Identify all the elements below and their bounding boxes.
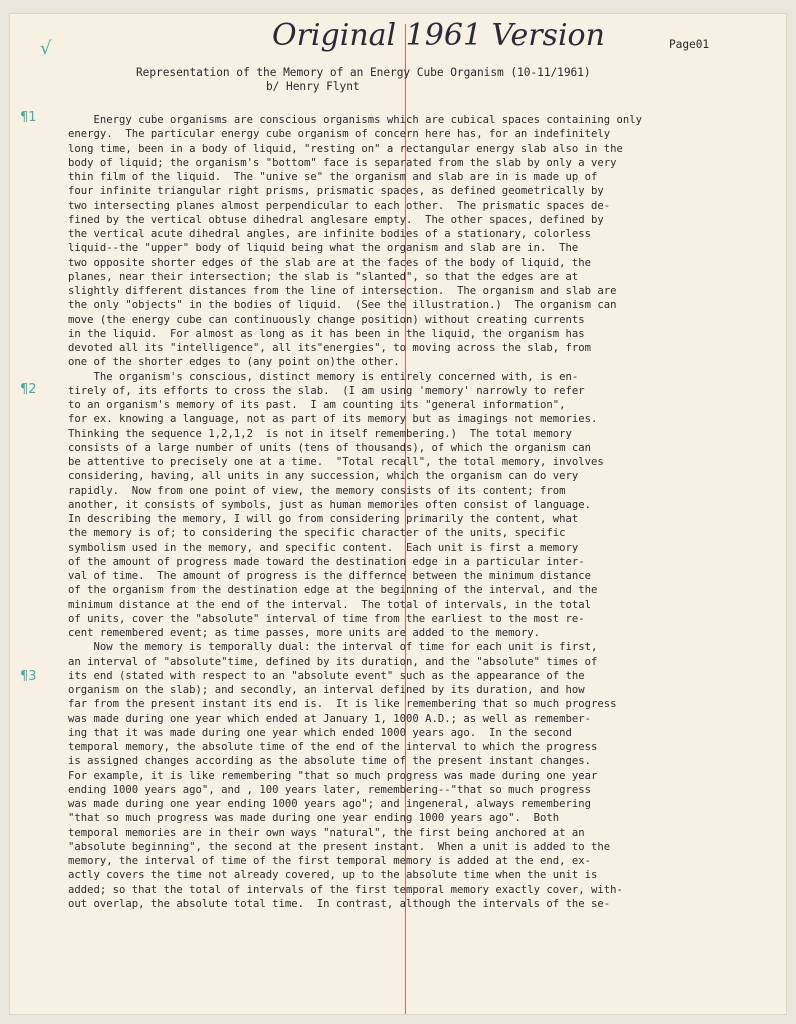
text-line: minimum distance at the end of the interval. The total of intervals, in the total [68,598,591,611]
text-line: another, it consists of symbols, just as human memories often consist of language. [68,498,591,511]
text-line: slightly different distances from the line of intersection. The organism and slab are [68,285,617,297]
text-line: ending 1000 years ago", and , 100 years later, remembering--"that so much progress [68,783,591,796]
text-line: the vertical acute dihedral angles, are infinite bodies of a stationary, colorless [68,228,591,240]
text-line: body of liquid; the organism's "bottom" face is separated from the slab by only a very [68,156,617,169]
text-line: one of the shorter edges to (any point on)the other. [68,356,400,369]
page-number: Page01 [669,38,710,51]
text-line: in the liquid. For almost as long as it has been in the liquid, the organism has [68,327,585,340]
text-line: of the amount of progress made toward the destination edge in a particular inter- [68,555,585,568]
text-line: far from the present instant its end is. It is like remembering that so much progress [68,698,617,711]
text-line: Thinking the sequence 1,2,1,2 is not in itself remembering.) The total memory [68,427,572,440]
text-line: four infinite triangular right prisms, prismatic spaces, as defined geometrically by [68,185,604,198]
text-line: two opposite shorter edges of the slab are at the faces of the body of liquid, the [68,256,591,269]
text-line: val of time. The amount of progress is the differnce between the minimum distance [68,570,591,582]
text-line: actly covers the time not already covered, up to the absolute time when the unit is [68,869,598,882]
text-line: Now the memory is temporally dual: the interval of time for each unit is first, [68,641,598,654]
text-line: an interval of "absolute"time, defined by its duration, and the "absolute" times of [68,655,598,668]
text-line: of units, cover the "absolute" interval of time from the earliest to the most re- [68,612,585,625]
text-line: added; so that the total of intervals of the first temporal memory exactly cover, with- [68,883,623,896]
paragraph-note-1: ¶1 [20,110,37,125]
text-line: two intersecting planes almost perpendicular to each other. The prismatic spaces de- [68,199,611,212]
text-line: "absolute beginning", the second at the present instant. When a unit is added to the [68,840,611,853]
text-line: be attentive to precisely one at a time. "Total recall", the total memory, involves [68,456,604,468]
text-line: The organism's conscious, distinct memory is entirely concerned with, is en- [68,370,579,383]
text-line: is assigned changes according as the absolute time of the present instant changes. [68,755,591,768]
text-line: temporal memories are in their own ways "natural", the first being anchored at an [68,826,585,839]
text-line: was made during one year which ended at January 1, 1000 A.D.; as well as remember- [68,712,591,725]
text-line: tirely of, its efforts to cross the slab. (I am using 'memory' narrowly to refer [68,384,585,397]
text-line: of the organism from the destination edge at the beginning of the interval, and the [68,584,598,597]
text-line: energy. The particular energy cube organism of concern here has, for an indefinitely [68,128,611,141]
text-line: In describing the memory, I will go from considering primarily the content, what [68,513,579,525]
text-line: for ex. knowing a language, not as part of its memory but as imagings not memories. [68,413,598,426]
text-line: out overlap, the absolute total time. In contrast, although the intervals of the se- [68,897,611,910]
text-line: rapidly. Now from one point of view, the memory consists of its content; from [68,484,566,497]
checkmark-annotation: √ [40,38,52,59]
text-line: memory, the interval of time of the first temporal memory is added at the end, ex- [68,855,591,867]
text-line: cent remembered event; as time passes, more units are added to the memory. [68,627,540,639]
text-line: long time, been in a body of liquid, "resting on" a rectangular energy slab also in the [68,142,623,155]
text-line: devoted all its "intelligence", all its"energies", to moving across the slab, from [68,342,591,354]
text-line: symbolism used in the memory, and specific content. Each unit is first a memory [68,541,579,554]
text-line: liquid--the "upper" body of liquid being what the organism and slab are in. The [68,242,579,255]
text-line: considering, having, all units in any succession, which the organism can do very [68,470,579,483]
text-line: fined by the vertical obtuse dihedral anglesare empty. The other spaces, defined by [68,213,604,226]
text-line: Energy cube organisms are conscious organisms which are cubical spaces containing only [68,114,643,126]
text-line: planes, near their intersection; the slab is "slanted", so that the edges are at [68,270,579,283]
text-line: move (the energy cube can continuously change position) without creating currents [68,313,585,326]
paragraph-note-2: ¶2 [20,382,37,397]
text-line: "that so much progress was made during one year ending 1000 years ago". Both [68,812,560,825]
text-line: the only "objects" in the bodies of liquid. (See the illustration.) The organism can [68,299,617,312]
body-text [68,113,642,911]
paragraph-note-3: ¶3 [20,669,37,684]
text-line: For example, it is like remembering "that so much progress was made during one year [68,769,598,782]
text-line: to an organism's memory of its past. I am counting its "general information", [68,399,566,411]
text-line: organism on the slab); and secondly, an interval defined by its duration, and how [68,684,585,696]
text-line: was made during one year ending 1000 years ago"; and ingeneral, always remembering [68,798,591,810]
text-line: temporal memory, the absolute time of the end of the interval to which the progress [68,741,598,753]
text-line: thin film of the liquid. The "unive se" the organism and slab are in is made up of [68,171,598,183]
document-author: b/ Henry Flynt [266,80,360,93]
text-line: consists of a large number of units (tens of thousands), of which the organism can [68,441,591,454]
text-line: the memory is of; to considering the specific character of the units, specific [68,527,566,540]
text-line: its end (stated with respect to an "absolute event" such as the appearance of the [68,669,585,682]
text-line: ing that it was made during one year which ended 1000 years ago. In the second [68,726,572,739]
document-title: Representation of the Memory of an Energy Cube Organism (10-11/1961) [136,66,591,79]
handwritten-title: Original 1961 Version [272,18,605,53]
